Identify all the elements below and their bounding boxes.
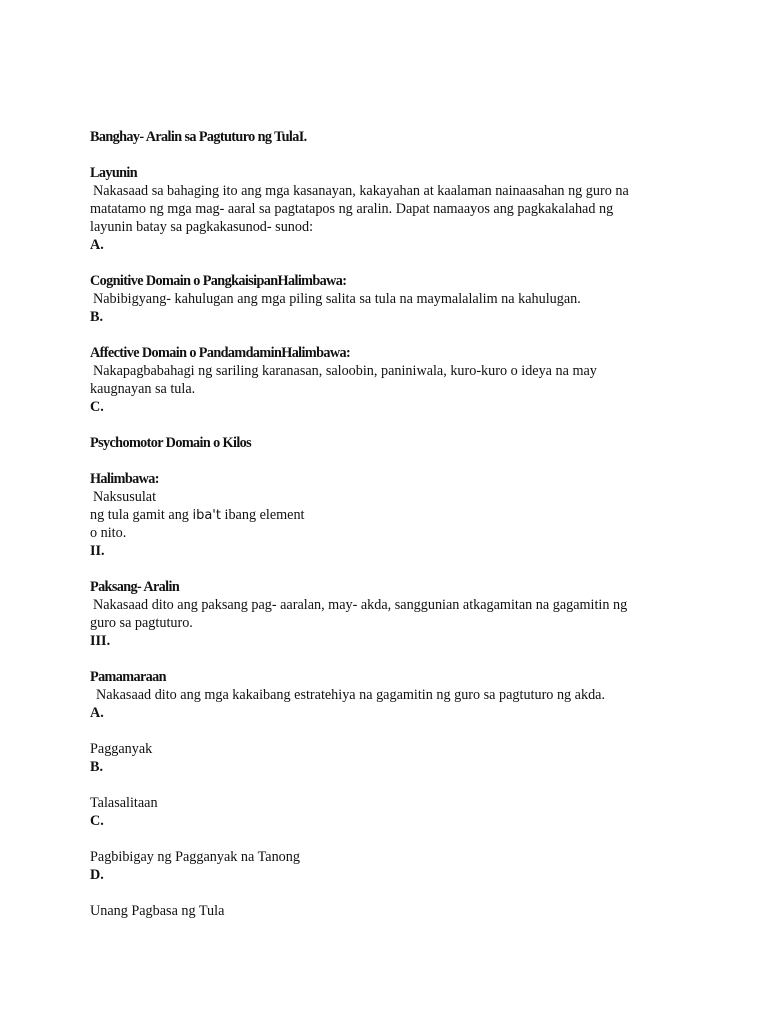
pamamaraan-body-line: Nakasaad dito ang mga kakaibang estratehiya na gagamitin ng guro sa pagtuturo ng akda. — [96, 687, 606, 703]
paksang-aralin-heading: Paksang- Aralin — [90, 579, 180, 595]
layunin-body-line: matatamo ng mga mag- aaral sa pagtatapos ng aralin. Dapat namaayos ang pagkakalahad ng — [90, 201, 614, 217]
step-label: Pagbibigay ng Pagganyak na Tanong — [90, 849, 300, 865]
section-marker: A. — [90, 237, 104, 253]
section-marker: C. — [90, 813, 104, 829]
psychomotor-heading: Psychomotor Domain o Kilos — [90, 435, 252, 451]
affective-body-line: Nakapagbabahagi ng sariling karanasan, saloobin, paniniwala, kuro-kuro o ideya na may — [93, 363, 597, 379]
affective-body-line: kaugnayan sa tula. — [90, 381, 196, 397]
halimbawa-line: o nito. — [90, 525, 127, 541]
step-label: Unang Pagbasa ng Tula — [90, 903, 225, 919]
cognitive-body-line: Nabibigyang- kahulugan ang mga piling salita sa tula na maymalalalim na kahulugan. — [93, 291, 581, 307]
layunin-body-line: layunin batay sa pagkakasunod- sunod: — [90, 219, 314, 235]
document-title: Banghay- Aralin sa Pagtuturo ng TulaI. — [90, 129, 307, 145]
halimbawa-text: ng tula gamit ang — [90, 507, 193, 523]
halimbawa-line: Naksusulat — [93, 489, 157, 505]
section-marker: II. — [90, 543, 105, 559]
halimbawa-text: ibang element — [220, 507, 305, 523]
section-marker: III. — [90, 633, 111, 649]
layunin-heading: Layunin — [90, 165, 138, 181]
step-label: Talasalitaan — [90, 795, 158, 811]
layunin-body-line: Nakasaad sa bahaging ito ang mga kasanayan, kakayahan at kaalaman nainaasahan ng guro na — [93, 183, 629, 199]
halimbawa-odd-glyph-text: iba't — [192, 508, 221, 523]
section-marker: A. — [90, 705, 104, 721]
section-marker: C. — [90, 399, 104, 415]
cognitive-heading: Cognitive Domain o PangkaisipanHalimbawa: — [90, 273, 347, 289]
section-marker: B. — [90, 309, 104, 325]
halimbawa-line — [90, 506, 305, 525]
step-label: Pagganyak — [90, 741, 153, 757]
affective-heading: Affective Domain o PandamdaminHalimbawa: — [90, 345, 351, 361]
halimbawa-heading: Halimbawa: — [90, 471, 159, 487]
paksang-aralin-body-line: Nakasaad dito ang paksang pag- aaralan, may- akda, sanggunian atkagamitan na gagamitin ng — [93, 597, 628, 613]
paksang-aralin-body-line: guro sa pagtuturo. — [90, 615, 193, 631]
section-marker: D. — [90, 867, 104, 883]
pamamaraan-heading: Pamamaraan — [90, 669, 166, 685]
section-marker: B. — [90, 759, 104, 775]
